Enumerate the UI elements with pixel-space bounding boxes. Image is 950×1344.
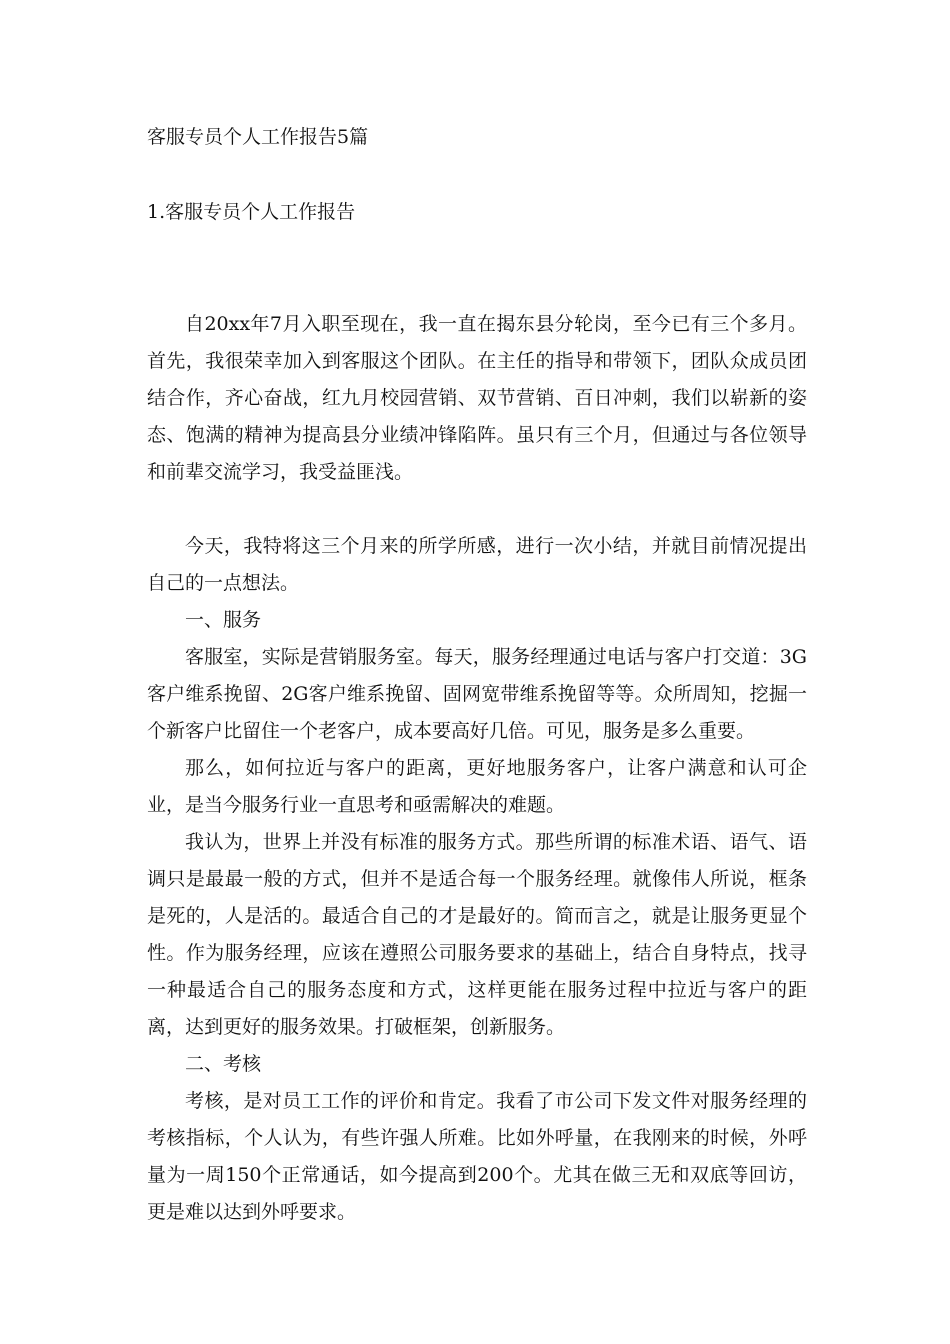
- heading-service: 一、服务: [185, 609, 262, 631]
- paragraph-assessment-1: 考核，是对员工工作的评价和肯定。我看了市公司下发文件对服务经理的考核指标，个人认为，有些许强人所难。比如外呼量，在我刚来的时候，外呼量为一周150个正常通话，如今提高到200个。尤其在做三无和双底等回访，更是难以达到外呼要求。: [147, 1090, 807, 1223]
- document-title: 客服专员个人工作报告5篇: [147, 126, 369, 148]
- document-body: [147, 306, 807, 1231]
- paragraph-service-1: 客服室，实际是营销服务室。每天，服务经理通过电话与客户打交道：3G客户维系挽留、2G客户维系挽留、固网宽带维系挽留等等。众所周知，挖掘一个新客户比留住一个老客户，成本要高好几倍。可见，服务是多么重要。: [147, 646, 807, 742]
- paragraph-summary: 今天，我特将这三个月来的所学所感，进行一次小结，并就目前情况提出自己的一点想法。: [147, 535, 807, 594]
- section-title: 1.客服专员个人工作报告: [147, 201, 356, 223]
- paragraph-service-3: 我认为，世界上并没有标准的服务方式。那些所谓的标准术语、语气、语调只是最最一般的方式，但并不是适合每一个服务经理。就像伟人所说，框条是死的，人是活的。最适合自己的才是最好的。简而言之，就是让服务更显个性。作为服务经理，应该在遵照公司服务要求的基础上，结合自身特点，找寻一种最适合自己的服务态度和方式，这样更能在服务过程中拉近与客户的距离，达到更好的服务效果。打破框架，创新服务。: [147, 831, 807, 1038]
- paragraph-service-2: 那么，如何拉近与客户的距离，更好地服务客户，让客户满意和认可企业，是当今服务行业一直思考和亟需解决的难题。: [147, 757, 807, 816]
- paragraph-intro: 自20xx年7月入职至现在，我一直在揭东县分轮岗，至今已有三个多月。首先，我很荣幸加入到客服这个团队。在主任的指导和带领下，团队众成员团结合作，齐心奋战，红九月校园营销、双节营销、百日冲刺，我们以崭新的姿态、饱满的精神为提高县分业绩冲锋陷阵。虽只有三个月，但通过与各位领导和前辈交流学习，我受益匪浅。: [147, 313, 807, 483]
- heading-assessment: 二、考核: [185, 1053, 262, 1075]
